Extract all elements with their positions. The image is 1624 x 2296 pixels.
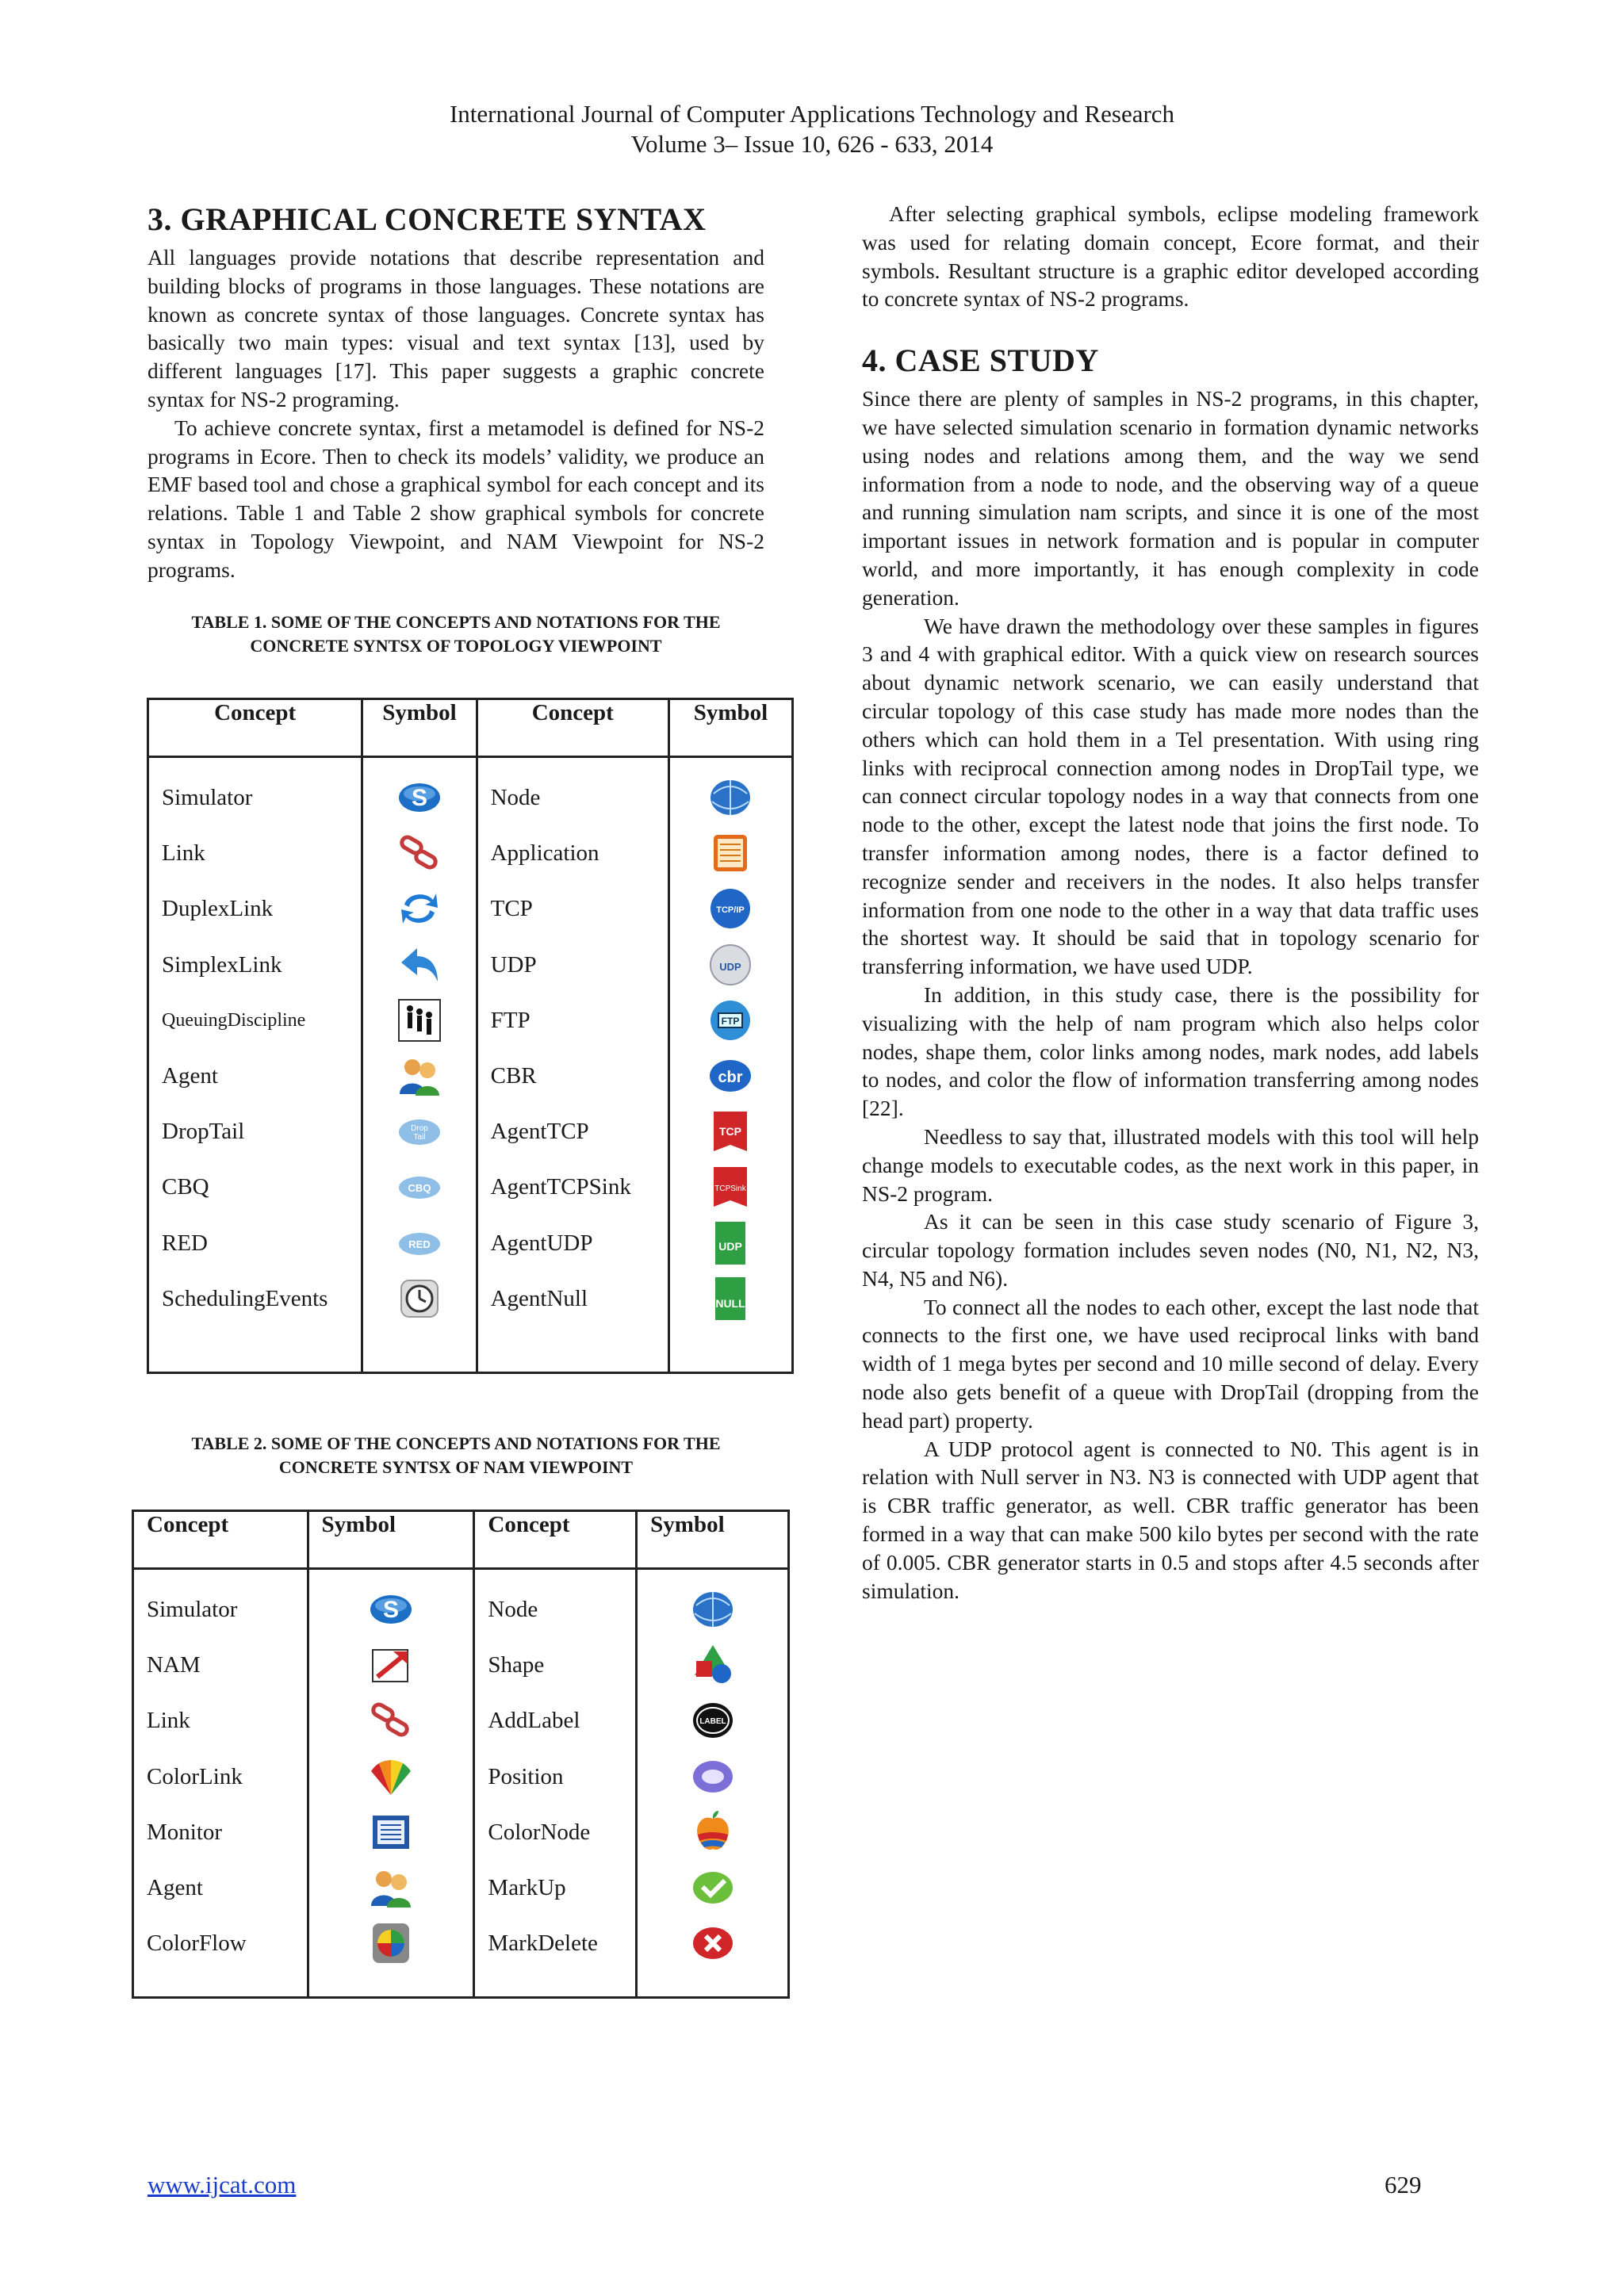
mark-up-icon <box>638 1860 787 1915</box>
svg-text:S: S <box>411 785 427 812</box>
table1-header-symbol2: Symbol <box>668 699 792 757</box>
cbq-icon <box>363 1159 475 1215</box>
case-study-para4: Needless to say that, illustrated models with this tool will help change models to executable codes, as the next work in this paper, in NS-2 program. <box>862 1123 1479 1206</box>
list-item: Agent <box>162 1062 218 1089</box>
list-item: MarkUp <box>488 1874 566 1900</box>
section3-heading: 3. GRAPHICAL CONCRETE SYNTAX <box>147 201 707 237</box>
list-item: CBR <box>490 1062 537 1089</box>
svg-text:TCP: TCP <box>719 1125 742 1138</box>
list-item: Link <box>162 840 205 867</box>
nam-icon <box>309 1637 473 1693</box>
list-item: MarkDelete <box>488 1931 598 1957</box>
case-study-para7: A UDP protocol agent is connected to N0. This agent is in relation with Null server in N3. N3 is connected with UDP agent that is CBR traffic generator, as well. CBR traffic generator has been formed in a way that can make 500 kilo bytes per second with the rate of 0.005. CBR generator starts in 0.5 and stops after 4.5 seconds after simulation. <box>862 1436 1479 1603</box>
list-item: AgentNull <box>490 1285 588 1311</box>
table2 <box>132 1510 790 1999</box>
position-icon <box>638 1749 787 1804</box>
duplex-link-icon <box>363 881 475 936</box>
table1 <box>147 698 794 1374</box>
list-item: AgentTCPSink <box>490 1174 631 1200</box>
simplex-link-icon <box>363 937 475 993</box>
svg-text:LABEL: LABEL <box>699 1717 726 1727</box>
table2-right-symbols <box>637 1569 789 1998</box>
list-item: AddLabel <box>488 1708 580 1734</box>
table2-right-concepts <box>474 1569 637 1998</box>
journal-website-link[interactable]: www.ijcat.com <box>147 2171 297 2198</box>
list-item: Node <box>488 1597 538 1622</box>
agent-tcp-icon <box>670 1104 791 1159</box>
table2-caption-line2: CONCRETE SYNTSX OF NAM VIEWPOINT <box>278 1457 634 1477</box>
svg-text:Tail: Tail <box>413 1133 426 1142</box>
table2-header-symbol1: Symbol <box>308 1511 474 1569</box>
svg-text:S: S <box>382 1597 399 1624</box>
table2-header-concept1: Concept <box>133 1511 308 1569</box>
color-link-icon <box>309 1749 473 1804</box>
section3-para2: To achieve concrete syntax, first a metamodel is defined for NS-2 programs in Ecore. Then to check its models’ validity, we produce an EMF based tool and chose a graphical symbol for each concept and its relations. Table 1 and Table 2 show graphical symbols for concrete syntax in Topology Viewpoint, and NAM Viewpoint for NS-2 programs. <box>147 415 764 582</box>
mark-delete-icon <box>638 1915 787 1971</box>
table1-right-symbols <box>668 757 792 1373</box>
left-column <box>147 202 764 584</box>
agent-icon <box>309 1860 473 1915</box>
table2-caption-line1: TABLE 2. SOME OF THE CONCEPTS AND NOTATIONS FOR THE <box>191 1433 721 1453</box>
svg-text:UDP: UDP <box>719 960 742 973</box>
shape-icon <box>638 1637 787 1693</box>
table1-header-concept2: Concept <box>477 699 668 757</box>
list-item: QueuingDiscipline <box>162 1009 306 1031</box>
list-item: AgentUDP <box>490 1230 593 1256</box>
case-study-para5: As it can be seen in this case study scenario of Figure 3, circular topology formation includes seven nodes (N0, N1, N2, N3, N4, N5 and N6). <box>862 1209 1479 1291</box>
agent-tcpsink-icon <box>670 1159 791 1215</box>
svg-text:Drop: Drop <box>411 1124 428 1134</box>
tcp-icon <box>670 881 791 936</box>
svg-text:UDP: UDP <box>718 1239 743 1253</box>
queuing-discipline-icon <box>363 993 475 1048</box>
color-node-icon <box>638 1804 787 1860</box>
simulator-icon <box>309 1582 473 1637</box>
scheduling-events-icon <box>363 1271 475 1326</box>
list-item: TCP <box>490 896 533 922</box>
section4-heading: 4. CASE STUDY <box>862 342 1099 379</box>
svg-text:CBQ: CBQ <box>408 1182 431 1195</box>
case-study-para2: We have drawn the methodology over these samples in figures 3 and 4 with graphical editor. With a quick view on research sources about dynamic network scenario, we can easily understand that circular topology of this case study has made more nodes than the others which can hold them in a Tel presentation. With using ring links with reciprocal connection among nodes in DropTail type, we can connect circular topology nodes in a way that connects from one node to the other, except the latest node that joins the first node. To transfer information among nodes, there is a factor defined to recognize sender and receivers in the nodes. It also helps transfer information from one node to the other in a way that data traffic uses the shortest way. It should be said that in topology scenario for transferring information, we have used UDP. <box>862 613 1479 979</box>
list-item: AgentTCP <box>490 1119 589 1145</box>
svg-text:NULL: NULL <box>715 1296 746 1310</box>
node-icon <box>638 1582 787 1637</box>
agent-udp-icon <box>670 1215 791 1271</box>
svg-text:TCP/IP: TCP/IP <box>716 905 745 916</box>
table1-left-concepts <box>148 757 362 1373</box>
link-icon <box>309 1693 473 1748</box>
list-item: FTP <box>490 1007 530 1033</box>
table2-left-symbols <box>308 1569 474 1998</box>
application-icon <box>670 825 791 881</box>
list-item: DropTail <box>162 1119 245 1145</box>
list-item: ColorFlow <box>147 1931 247 1957</box>
section3-para1: All languages provide notations that describe representation and building blocks of programs in those languages. These notations are known as concrete syntax of those languages. Concrete syntax has basically two main types: visual and text syntax [13], used by different languages [17]. This paper suggests a graphic concrete syntax for NS-2 programing. <box>147 245 764 411</box>
svg-text:FTP: FTP <box>722 1015 740 1027</box>
udp-icon <box>670 937 791 993</box>
list-item: Shape <box>488 1652 545 1678</box>
table1-right-concepts <box>477 757 668 1373</box>
ftp-icon <box>670 993 791 1048</box>
case-study-para6: To connect all the nodes to each other, except the last node that connects to the first one, we have used reciprocal links with band width of 1 mega bytes per second and 10 mille second of delay. Every node also gets benefit of a queue with DropTail (dropping from the head part) property. <box>862 1294 1479 1433</box>
list-item: Monitor <box>147 1819 223 1845</box>
list-item: Simulator <box>162 785 253 810</box>
table1-left-symbols <box>362 757 477 1373</box>
right-column <box>862 200 1479 1605</box>
list-item: RED <box>162 1230 208 1256</box>
svg-text:TCPSink: TCPSink <box>714 1184 747 1194</box>
list-item: SimplexLink <box>162 951 282 978</box>
list-item: SchedulingEvents <box>162 1285 328 1311</box>
list-item: ColorNode <box>488 1819 591 1845</box>
color-flow-icon <box>309 1915 473 1971</box>
table1-caption-line2: CONCRETE SYNTSX OF TOPOLOGY VIEWPOINT <box>250 636 662 656</box>
case-study-para3: In addition, in this study case, there is the possibility for visualizing with the help of nam program which also helps color nodes, shape them, color links among nodes, mark nodes, add labels to nodes, and color the flow of information transferring among nodes [22]. <box>862 982 1479 1121</box>
droptail-icon <box>363 1104 475 1159</box>
right-intro-paragraph: After selecting graphical symbols, eclipse modeling framework was used for relating domain concept, Ecore format, and their symbols. Resultant structure is a graphic editor developed according to concrete syntax of NS-2 programs. <box>862 201 1479 312</box>
add-label-icon <box>638 1693 787 1748</box>
table1-caption-line1: TABLE 1. SOME OF THE CONCEPTS AND NOTATIONS FOR THE <box>191 612 721 632</box>
list-item: DuplexLink <box>162 896 274 922</box>
case-study-para1: Since there are plenty of samples in NS-2 programs, in this chapter, we have selected simulation scenario in formation dynamic networks using nodes and relations among them, and the way we send information from a node to node, and the observing way of a queue and running simulation nam scripts, and since it is one of the most important issues in network formation and is popular in computer world, and more importantly, it has enough complexity in code generation. <box>862 386 1479 610</box>
node-icon <box>670 770 791 825</box>
table2-header-concept2: Concept <box>474 1511 637 1569</box>
table2-caption <box>147 1432 764 1479</box>
journal-title: International Journal of Computer Applications Technology and Research <box>449 100 1175 128</box>
agent-icon <box>363 1048 475 1104</box>
table2-left-concepts <box>133 1569 308 1998</box>
list-item: UDP <box>490 951 537 978</box>
list-item: ColorLink <box>147 1763 243 1789</box>
list-item: Agent <box>147 1874 203 1900</box>
volume-info: Volume 3– Issue 10, 626 - 633, 2014 <box>630 130 994 158</box>
svg-text:RED: RED <box>408 1238 431 1250</box>
agent-null-icon <box>670 1271 791 1326</box>
table1-header-symbol1: Symbol <box>362 699 477 757</box>
list-item: Node <box>490 785 541 810</box>
page-number: 629 <box>1385 2171 1422 2198</box>
link-icon <box>363 825 475 881</box>
red-icon <box>363 1215 475 1271</box>
list-item: Application <box>490 840 599 867</box>
list-item: Link <box>147 1708 190 1734</box>
table2-header-symbol2: Symbol <box>637 1511 789 1569</box>
monitor-icon <box>309 1804 473 1860</box>
table1-header-concept1: Concept <box>148 699 362 757</box>
table1-caption <box>147 610 764 658</box>
list-item: CBQ <box>162 1174 209 1200</box>
list-item: NAM <box>147 1652 201 1678</box>
simulator-icon <box>363 770 475 825</box>
svg-text:cbr: cbr <box>718 1069 743 1087</box>
list-item: Simulator <box>147 1597 238 1622</box>
cbr-icon <box>670 1048 791 1104</box>
list-item: Position <box>488 1763 564 1789</box>
